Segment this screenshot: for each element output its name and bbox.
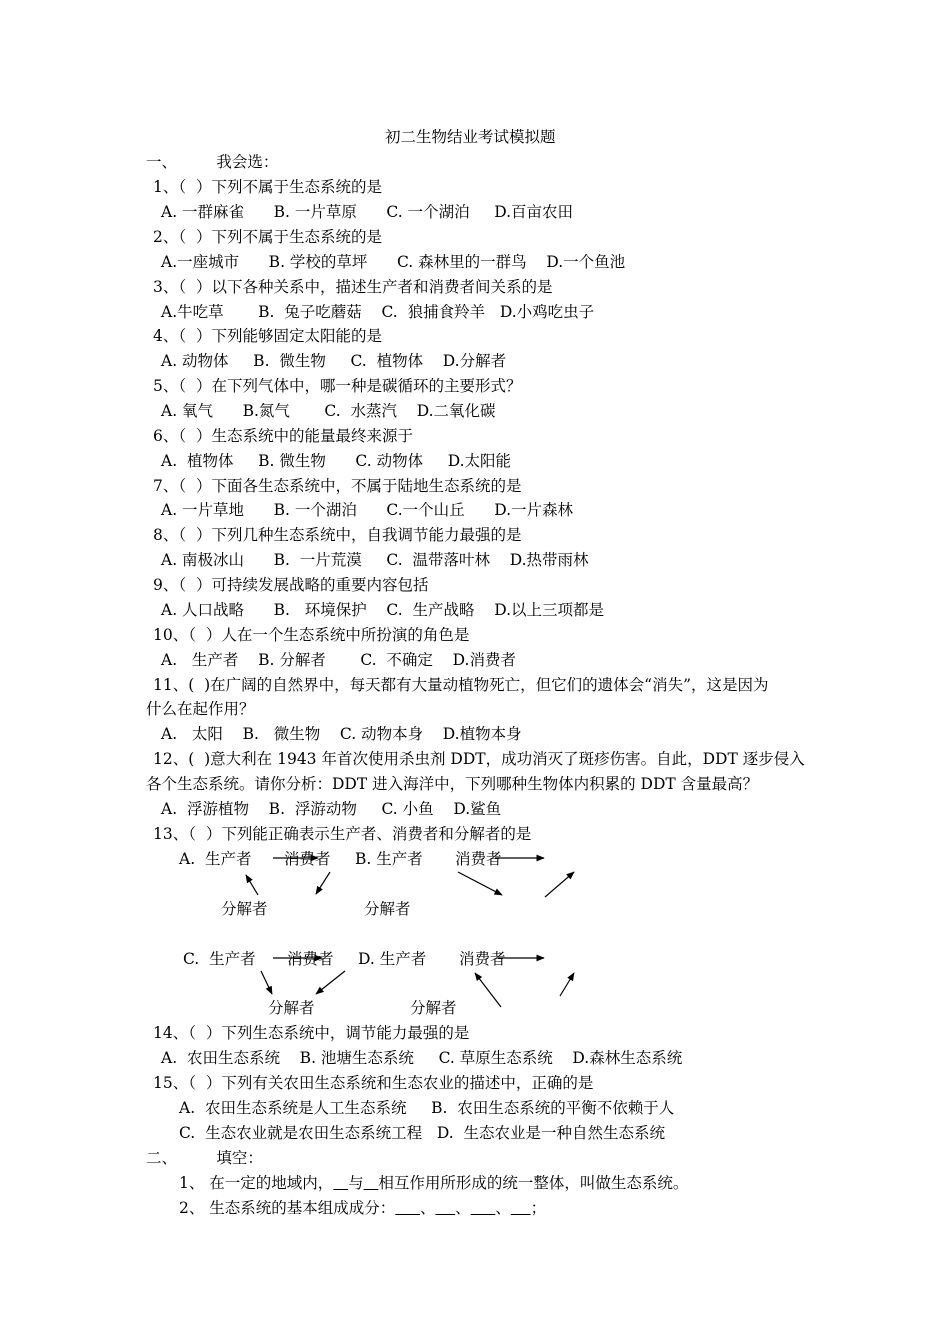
question-stem-continued: 各个生态系统。请你分析：DDT 进入海洋中，下列哪种生物体内积累的 DDT 含量最高？ [146,775,759,793]
question-options: A. 动物体 B. 微生物 C. 植物体 D.分解者 [161,352,507,370]
question-stem: 4、（ ）下列能够固定太阳能的是 [153,327,382,345]
question-options: A. 农田生态系统 B. 池塘生态系统 C. 草原生态系统 D.森林生态系统 [161,1049,683,1067]
question-options: A.一座城市 B. 学校的草坪 C. 森林里的一群鸟 D.一个鱼池 [161,253,626,271]
page-title: 初二生物结业考试模拟题 [385,128,556,146]
question-options: A. 浮游植物 B. 浮游动物 C. 小鱼 D.鲨鱼 [161,800,502,818]
question-options: A. 太阳 B. 微生物 C. 动物本身 D.植物本身 [161,725,522,743]
diagram-a-consumer: 消费者 [284,850,331,868]
arrow-c-consumer-to-decomposer [316,971,345,994]
question-stem-continued: 什么在起作用？ [146,700,255,718]
arrow-c-producer-to-decomposer [261,971,272,994]
fill-text: ； [530,1199,547,1217]
question-stem: 14、（ ）下列生态系统中，调节能力最强的是 [153,1024,470,1042]
diagram-a-producer: A. 生产者 [179,850,252,868]
question-stem: 9、（ ）可持续发展战略的重要内容包括 [153,576,429,594]
arrow-d-diag-up-left [475,973,501,1007]
question-stem: 12、( )意大利在 1943 年首次使用杀虫剂 DDT，成功消灭了斑疹伤害。自此，DDT 逐步侵入 [153,750,805,768]
answer-blank[interactable] [471,1199,496,1217]
question-stem: 2、（ ）下列不属于生态系统的是 [153,228,382,246]
section-heading-choice: 一、 我会选： [146,153,279,171]
separator: 、 [455,1199,471,1217]
question-options: A. 一群麻雀 B. 一片草原 C. 一个湖泊 D.百亩农田 [161,203,574,221]
diagram-d-consumer: 消费者 [459,950,506,968]
separator: 、 [495,1199,511,1217]
separator: 、 [419,1199,436,1217]
diagram-b-consumer: 消费者 [455,850,502,868]
diagram-c-consumer: 消费者 [287,950,334,968]
question-options: A. 植物体 B. 微生物 C. 动物体 D.太阳能 [161,452,512,470]
answer-blank[interactable] [435,1199,455,1217]
answer-blank[interactable] [364,1174,379,1192]
fill-text: 1、 在一定的地域内， [179,1174,334,1192]
fill-text: 相互作用所形成的统一整体，叫做生态系统。 [378,1174,689,1192]
arrow-d-diag-up-right [560,973,574,996]
question-options: A. 生产者 B. 分解者 C. 不确定 D.消费者 [161,651,516,669]
question-stem: 8、（ ）下列几种生态系统中，自我调节能力最强的是 [153,526,522,544]
question-stem: 13、（ ）下列能正确表示生产者、消费者和分解者的是 [153,825,532,843]
question-options: C. 生态农业就是农田生态系统工程 D. 生态农业是一种自然生态系统 [179,1124,666,1142]
question-options: A. 一片草地 B. 一个湖泊 C.一个山丘 D.一片森林 [161,501,574,519]
arrow-a-decomposer-to-producer [246,875,258,895]
diagram-c-producer: C. 生产者 [183,950,256,968]
diagram-b-decomposer: 分解者 [364,900,411,918]
question-options: A. 农田生态系统是人工生态系统 B. 农田生态系统的平衡不依赖于人 [179,1099,675,1117]
question-options: A. 人口战略 B. 环境保护 C. 生产战略 D.以上三项都是 [161,601,605,619]
question-stem: 10、（ ）人在一个生态系统中所扮演的角色是 [153,626,470,644]
fill-text: 2、 生态系统的基本组成成分： [179,1199,396,1217]
question-options: A. 南极冰山 B. 一片荒漠 C. 温带落叶林 D.热带雨林 [161,551,589,569]
diagram-d-producer: D. 生产者 [358,950,427,968]
question-options: A. 氧气 B.氮气 C. 水蒸汽 D.二氧化碳 [161,402,496,420]
arrow-a-consumer-to-decomposer [316,872,330,894]
question-stem: 3、（ ）以下各种关系中，描述生产者和消费者间关系的是 [153,278,553,296]
question-stem: 5、（ ）在下列气体中，哪一种是碳循环的主要形式？ [153,377,522,395]
question-stem: 1、（ ）下列不属于生态系统的是 [153,178,382,196]
diagram-d-decomposer: 分解者 [410,999,457,1017]
answer-blank[interactable] [511,1199,531,1217]
diagram-c-decomposer: 分解者 [268,999,315,1017]
answer-blank[interactable] [333,1174,348,1192]
fill-question-1 [179,1173,688,1193]
question-stem: 11、( )在广阔的自然界中，每天都有大量动植物死亡，但它们的遗体会“消失”，这是因为 [153,676,769,694]
question-stem: 15、（ ）下列有关农田生态系统和生态农业的描述中，正确的是 [153,1074,594,1092]
arrow-b-diag-up [545,872,574,897]
question-stem: 7、（ ）下面各生态系统中，不属于陆地生态系统的是 [153,477,522,495]
diagram-a-decomposer: 分解者 [221,900,268,918]
arrow-b-diag-down [458,872,502,895]
fill-question-2 [179,1198,546,1218]
section-heading-fill: 二、 填空： [146,1149,263,1167]
fill-text: 与 [348,1174,364,1192]
question-options: A.牛吃草 B. 兔子吃蘑菇 C. 狼捕食羚羊 D.小鸡吃虫子 [161,303,595,321]
diagram-b-producer: B. 生产者 [355,850,423,868]
question-stem: 6、（ ）生态系统中的能量最终来源于 [153,427,413,445]
answer-blank[interactable] [395,1199,420,1217]
